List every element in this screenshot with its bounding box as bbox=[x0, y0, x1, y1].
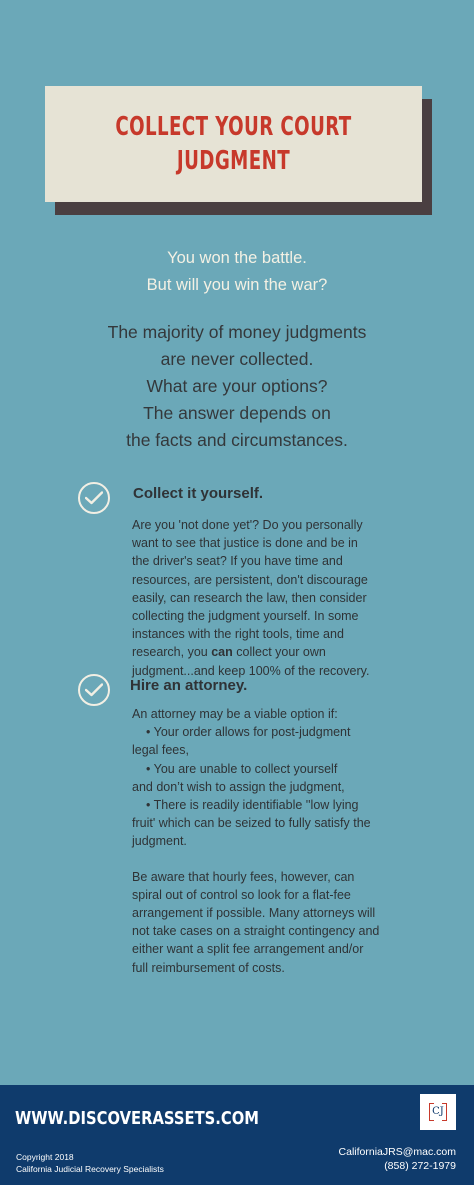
title-box bbox=[45, 86, 422, 202]
bullet-item: • There is readily identifiable ''low lying bbox=[146, 798, 359, 813]
logo-text: CJ bbox=[432, 1106, 444, 1117]
text-line: instances with the right tools, time and bbox=[132, 627, 344, 642]
text-line: arrangement if possible. Many attorneys will bbox=[132, 906, 376, 921]
text-line: want to see that justice is done and be in bbox=[132, 536, 358, 551]
lead-line-5: the facts and circumstances. bbox=[126, 430, 348, 450]
text-line: either want a split fee arrangement and/or bbox=[132, 942, 364, 957]
bullet-item: • Your order allows for post-judgment bbox=[146, 725, 351, 740]
tagline-line-1: You won the battle. bbox=[167, 249, 307, 267]
text-fragment: research, you bbox=[132, 645, 212, 660]
section-body-hire-attorney bbox=[132, 705, 379, 977]
title-line-1: COLLECT YOUR COURT bbox=[115, 112, 352, 142]
lead-paragraph bbox=[0, 319, 474, 454]
text-line: An attorney may be a viable option if: bbox=[132, 707, 338, 721]
tagline bbox=[0, 245, 474, 299]
text-line: judgment...and keep 100% of the recovery. bbox=[132, 663, 370, 678]
text-line: full reimbursement of costs. bbox=[132, 960, 285, 975]
text-line: judgment. bbox=[132, 834, 187, 849]
section-heading-hire-attorney: Hire an attorney. bbox=[130, 677, 248, 694]
bullet-item: • You are unable to collect yourself bbox=[146, 761, 338, 776]
company-name: California Judicial Recovery Specialists bbox=[16, 1164, 164, 1174]
section-heading-collect-yourself: Collect it yourself. bbox=[133, 485, 264, 502]
text-line: and don’t wish to assign the judgment, bbox=[132, 779, 345, 794]
lead-line-4: The answer depends on bbox=[143, 403, 331, 423]
title-line-2: JUDGMENT bbox=[176, 146, 291, 176]
tagline-line-2: But will you win the war? bbox=[146, 276, 328, 294]
text-line bbox=[132, 643, 369, 661]
section-body-collect-yourself bbox=[132, 516, 369, 680]
text-line: fruit' which can be seized to fully satisfy the bbox=[132, 816, 371, 831]
cj-logo bbox=[420, 1094, 456, 1130]
copyright: Copyright 2018 bbox=[16, 1152, 74, 1162]
text-line: not take cases on a straight contingency and bbox=[132, 924, 380, 939]
email-link[interactable]: CaliforniaJRS@mac.com bbox=[338, 1146, 456, 1158]
lead-line-2: are never collected. bbox=[160, 349, 314, 369]
text-line: the driver's seat? If you have time and bbox=[132, 554, 343, 569]
text-line: easily, can research the law, then consider bbox=[132, 590, 367, 605]
page-title bbox=[86, 110, 380, 178]
text-line: Are you 'not done yet'? Do you personally bbox=[132, 518, 363, 532]
phone-number[interactable]: (858) 272-1979 bbox=[384, 1160, 456, 1172]
lead-line-1: The majority of money judgments bbox=[107, 322, 367, 342]
text-line: collecting the judgment yourself. In some bbox=[132, 609, 359, 624]
text-fragment: collect your own bbox=[232, 645, 326, 660]
text-line: Be aware that hourly fees, however, can bbox=[132, 869, 355, 884]
check-circle-icon bbox=[78, 674, 110, 706]
emphasis-can: can bbox=[211, 645, 233, 660]
check-circle-icon bbox=[78, 482, 110, 514]
lead-line-3: What are your options? bbox=[146, 376, 328, 396]
website-link[interactable]: WWW.DISCOVERASSETS.COM bbox=[15, 1108, 259, 1129]
text-line: spiral out of control so look for a flat-fee bbox=[132, 887, 351, 902]
text-line: resources, are persistent, don't discourage bbox=[132, 572, 368, 587]
text-line: legal fees, bbox=[132, 743, 189, 758]
